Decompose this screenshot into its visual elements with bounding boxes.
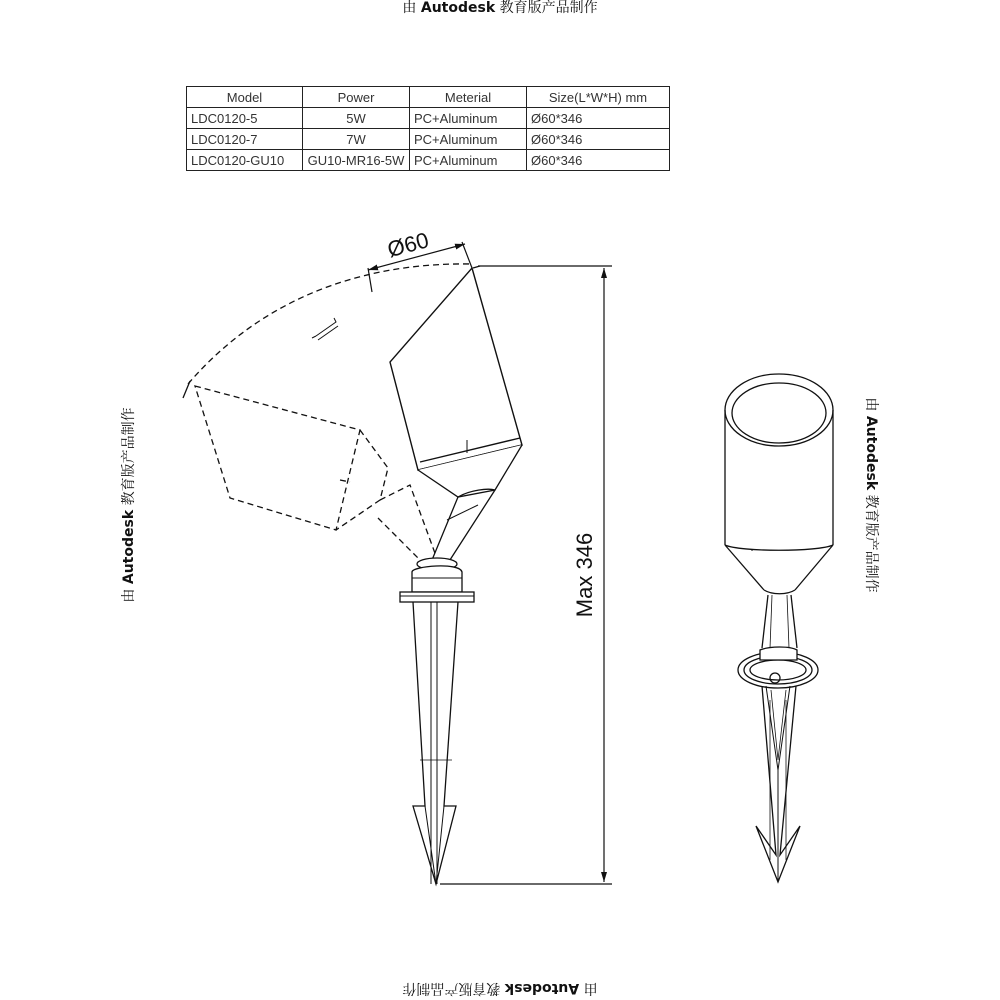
header-model: Model [187, 87, 303, 108]
lamp-body-front [725, 374, 833, 551]
cell-model: LDC0120-GU10 [187, 150, 303, 171]
swivel-joint-front [738, 647, 818, 688]
cell-size: Ø60*346 [527, 129, 670, 150]
front-view [725, 374, 833, 882]
header-material: Meterial [410, 87, 527, 108]
height-label: Max 346 [572, 532, 597, 618]
ground-stake [413, 602, 458, 884]
cell-size: Ø60*346 [527, 150, 670, 171]
cell-material: PC+Aluminum [410, 129, 527, 150]
cell-size: Ø60*346 [527, 108, 670, 129]
header-power: Power [303, 87, 410, 108]
header-size: Size(L*W*H) mm [527, 87, 670, 108]
lamp-neck-front [725, 545, 833, 648]
watermark-left: 由 Autodesk 教育版产品制作 [121, 407, 137, 603]
watermark-top: 由 Autodesk 教育版产品制作 [402, 0, 598, 16]
cell-power: GU10-MR16-5W [303, 150, 410, 171]
side-view [183, 264, 522, 884]
cell-power: 7W [303, 129, 410, 150]
cell-power: 5W [303, 108, 410, 129]
watermark-bottom: 由 Autodesk 教育版产品制作 [402, 980, 598, 996]
cell-material: PC+Aluminum [410, 150, 527, 171]
cell-material: PC+Aluminum [410, 108, 527, 129]
rotate-indicator [312, 318, 338, 340]
ground-stake-front [756, 686, 800, 882]
watermark-right: 由 Autodesk 教育版产品制作 [863, 397, 879, 593]
lamp-head [390, 266, 522, 470]
cell-model: LDC0120-7 [187, 129, 303, 150]
diameter-label: Ø60 [384, 227, 432, 263]
lamp-head-ghost [195, 386, 436, 560]
cell-model: LDC0120-5 [187, 108, 303, 129]
lamp-base [400, 558, 474, 602]
